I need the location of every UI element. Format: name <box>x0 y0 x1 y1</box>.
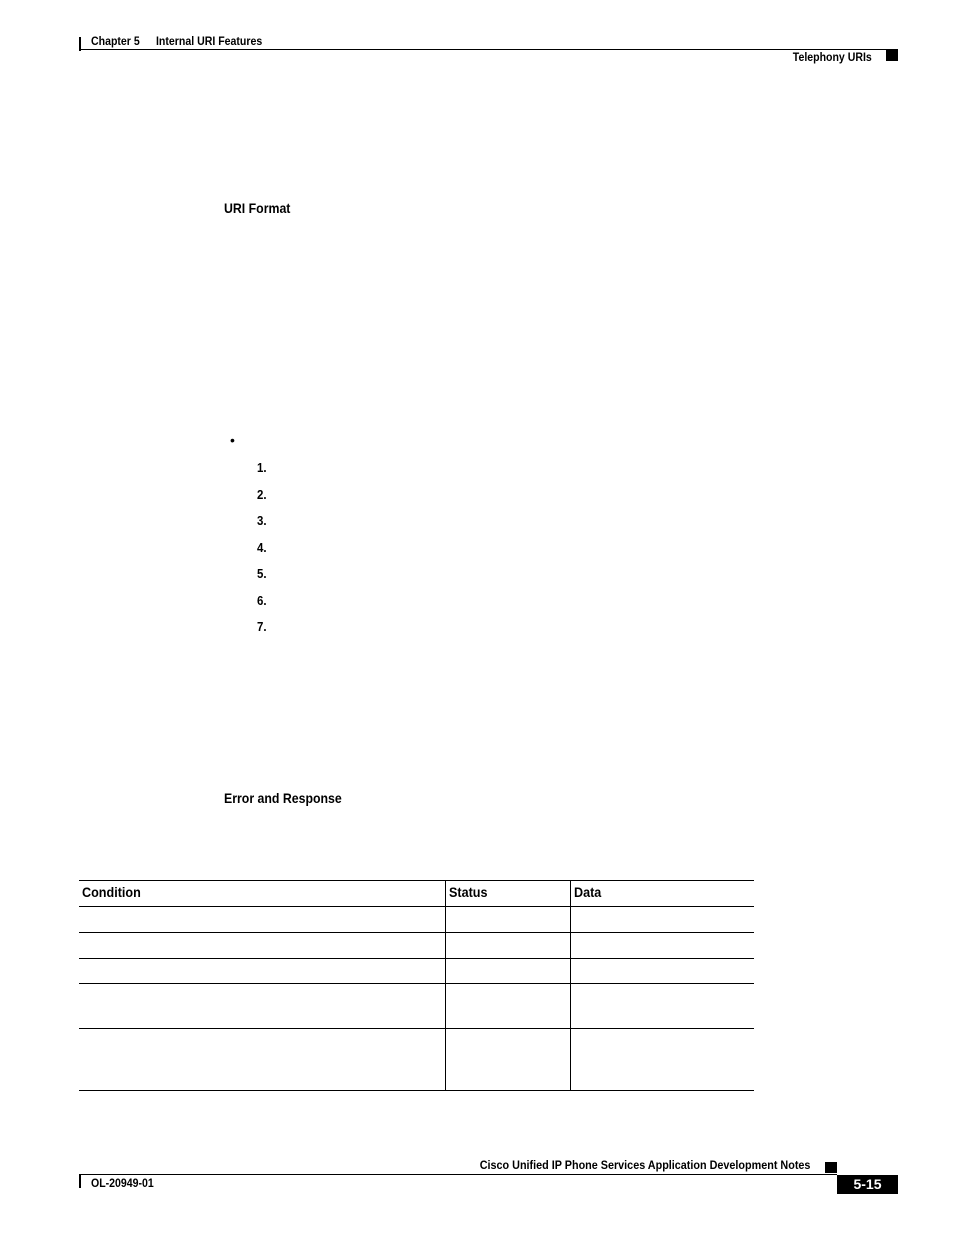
table-cell <box>570 1029 754 1091</box>
header-chapter: Chapter 5 <box>91 34 140 48</box>
bullet-marker: • <box>230 432 235 448</box>
table-header-row <box>79 881 754 907</box>
header-marker-box <box>886 50 898 61</box>
table-row <box>79 907 754 933</box>
list-number-4: 4. <box>257 540 267 555</box>
table-cell <box>445 959 570 984</box>
list-number-3: 3. <box>257 513 267 528</box>
column-header-data: Data <box>570 881 754 907</box>
table-cell <box>570 984 754 1029</box>
table-cell <box>79 933 445 959</box>
header-section: Telephony URIs <box>792 50 872 64</box>
footer-tick <box>79 1174 81 1188</box>
table-row <box>79 984 754 1029</box>
table-cell <box>570 907 754 933</box>
table-cell <box>79 1029 445 1091</box>
footer-document-title: Cisco Unified IP Phone Services Application Development Notes <box>479 1158 810 1172</box>
header-chapter-title: Internal URI Features <box>156 34 263 48</box>
table-cell <box>570 959 754 984</box>
list-number-2: 2. <box>257 487 267 502</box>
heading-error-and-response: Error and Response <box>224 790 342 806</box>
column-header-condition: Condition <box>79 881 445 907</box>
table-cell <box>445 907 570 933</box>
footer-document-number: OL-20949-01 <box>91 1176 154 1190</box>
table-cell <box>79 984 445 1029</box>
error-response-table <box>79 880 754 1091</box>
table-row <box>79 933 754 959</box>
list-number-1: 1. <box>257 460 267 475</box>
table-cell <box>445 984 570 1029</box>
list-number-6: 6. <box>257 593 267 608</box>
table-cell <box>570 933 754 959</box>
table-row <box>79 959 754 984</box>
heading-uri-format: URI Format <box>224 200 291 216</box>
table-cell <box>445 933 570 959</box>
list-number-5: 5. <box>257 566 267 581</box>
page-number: 5-15 <box>837 1175 898 1194</box>
table-cell <box>79 907 445 933</box>
footer-rule <box>79 1174 837 1175</box>
footer-marker-box <box>825 1162 837 1173</box>
table-cell <box>445 1029 570 1091</box>
column-header-status: Status <box>445 881 570 907</box>
table-cell <box>79 959 445 984</box>
table-row <box>79 1029 754 1091</box>
list-number-7: 7. <box>257 619 267 634</box>
header-rule <box>79 49 898 50</box>
